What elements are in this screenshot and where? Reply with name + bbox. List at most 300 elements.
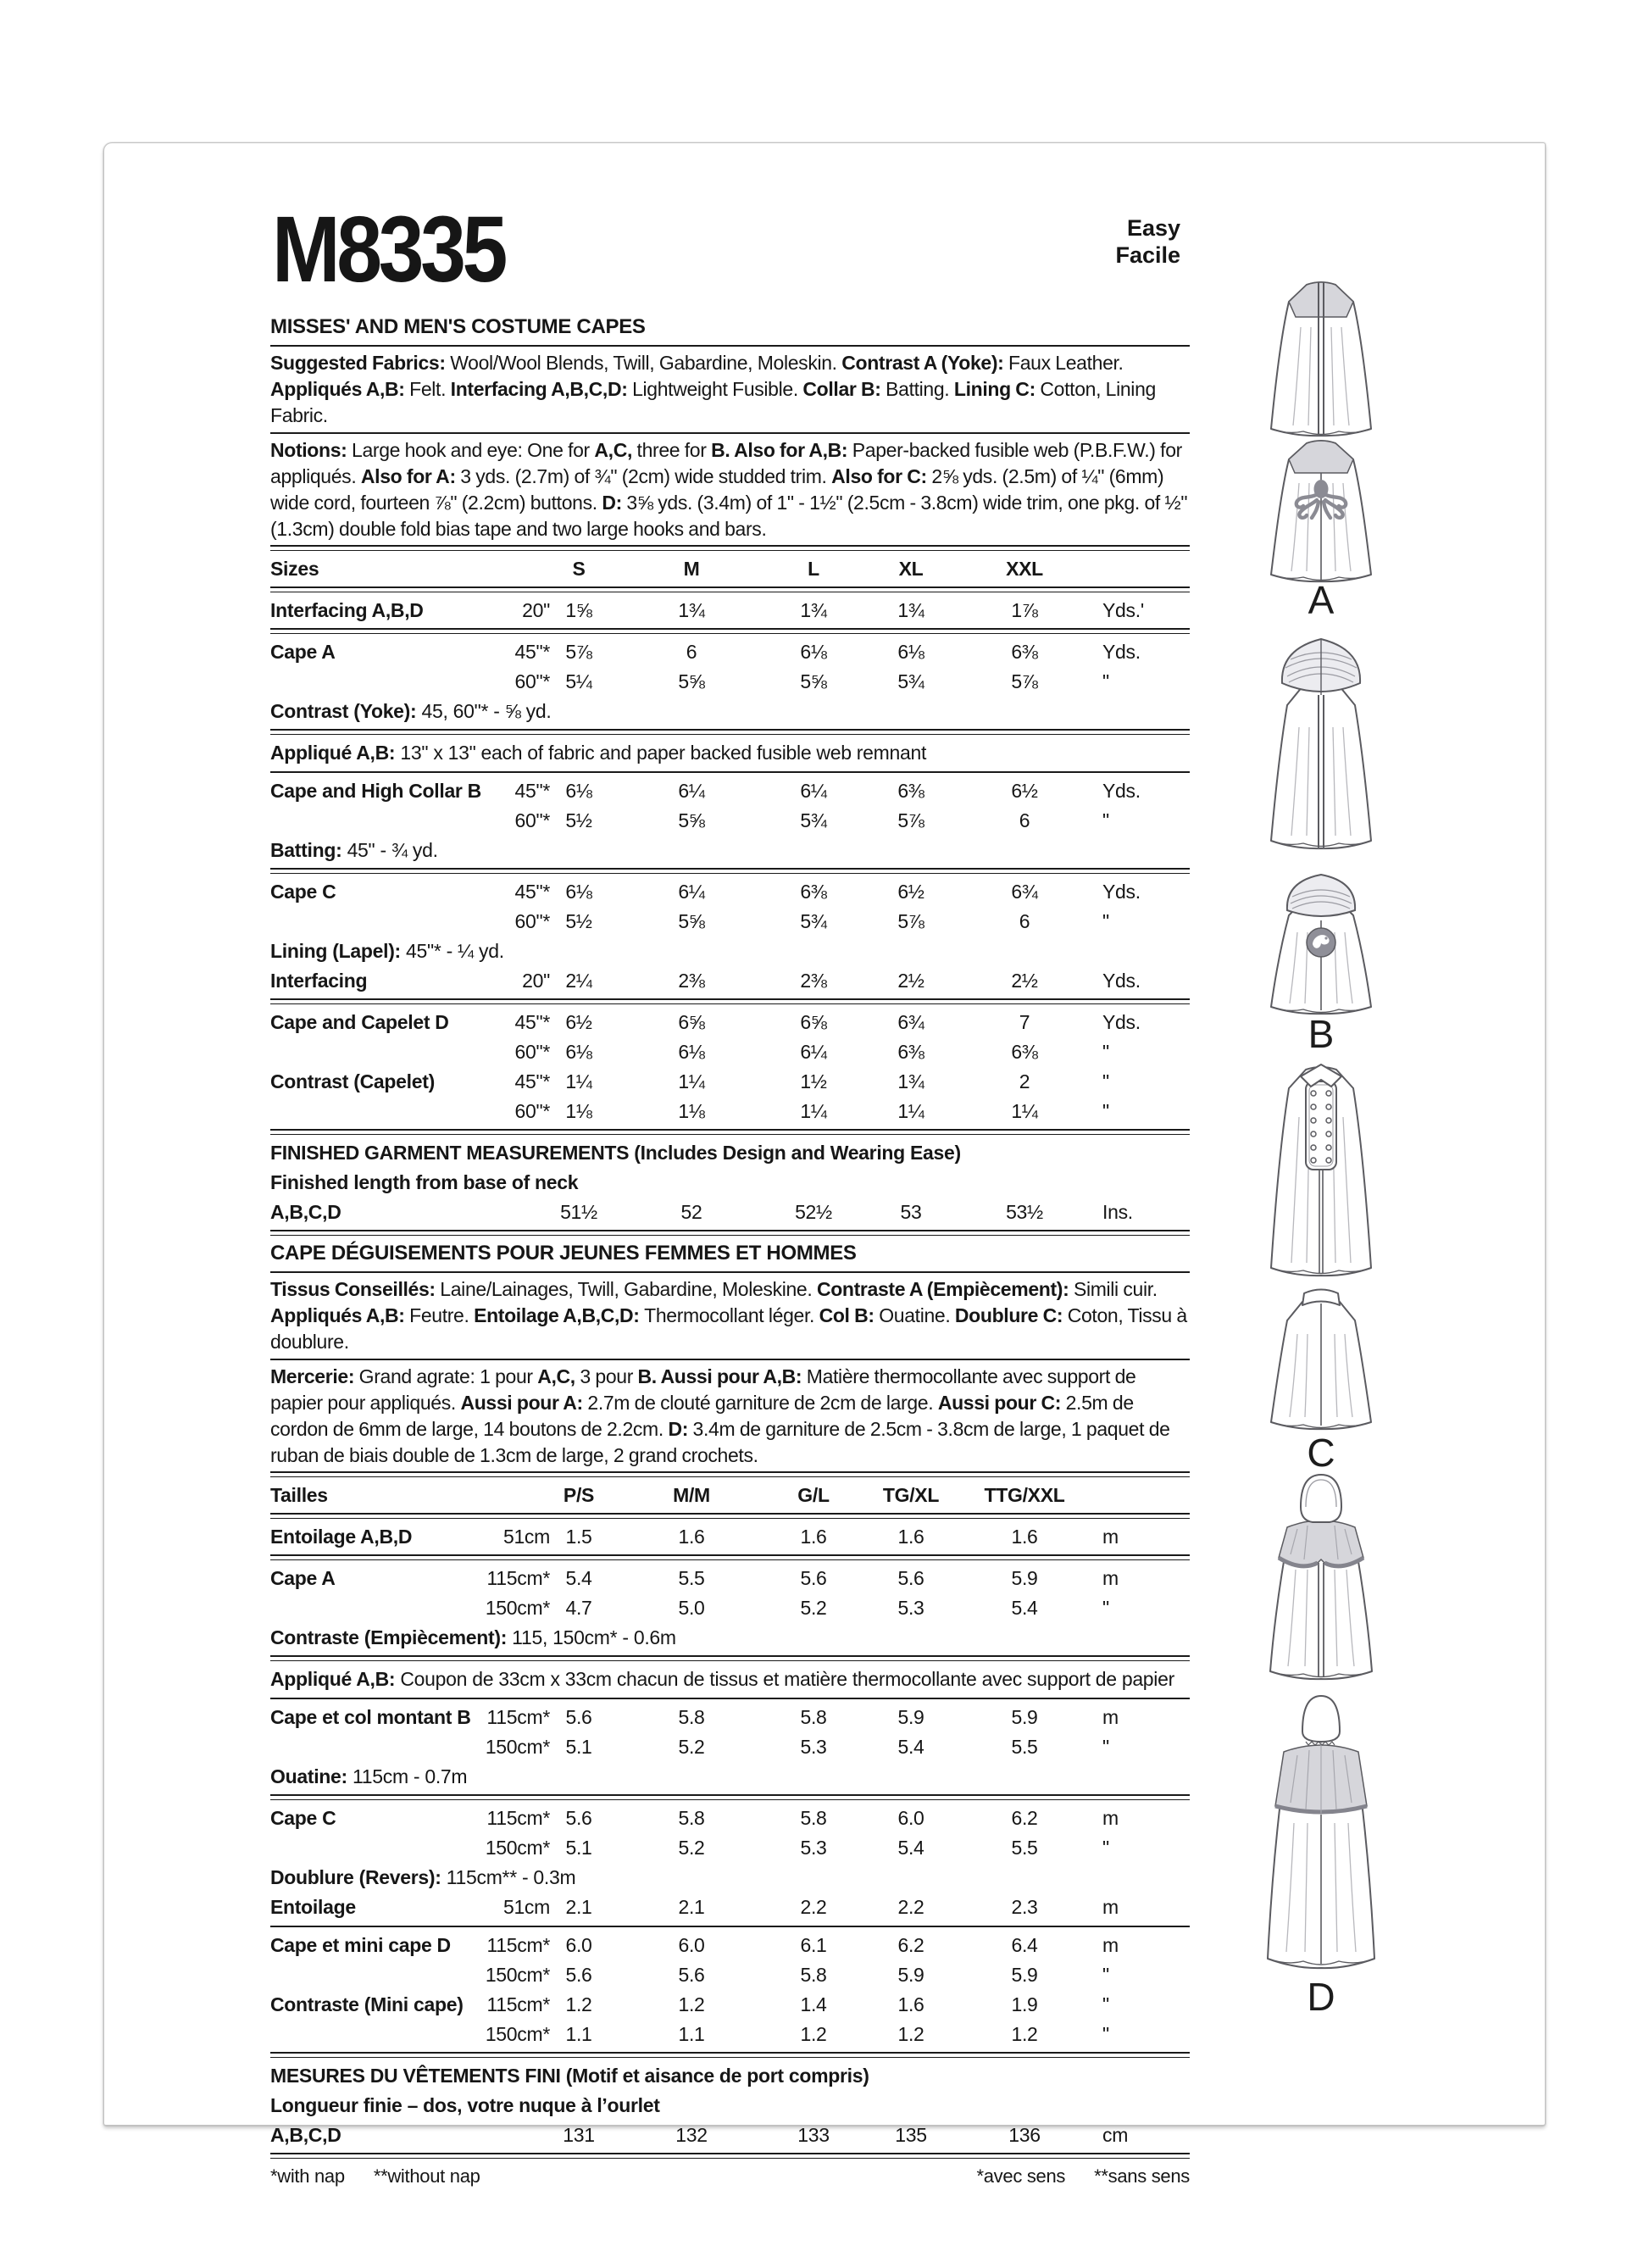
row-value: 6⅝ (800, 1011, 827, 1033)
table-note (270, 836, 1190, 865)
row-value: 5.8 (678, 1706, 705, 1728)
pattern-envelope-back (103, 142, 1546, 2187)
table-heading-text: FINISHED GARMENT MEASUREMENTS (Includes Design and Wearing Ease) (270, 1142, 961, 1164)
row-value: 5⅝ (678, 670, 705, 692)
french-fabrics-paragraph: Tissus Conseillés: Laine/Lainages, Twill, Gabardine, Moleskine. Contraste A (Empiècement): Simili cuir. Appliqués A,B: Feutre. Entoilage A,B,C,D: Thermocollant léger. Col B: Ouatine. Doublure C: Coton, Tissu à doublure. (270, 1278, 1187, 1353)
row-unit: m (1102, 1896, 1119, 1918)
yardage-row (270, 1008, 1190, 1037)
row-value: 6⅛ (800, 641, 827, 663)
row-unit: " (1102, 809, 1109, 831)
row-unit: " (1102, 1100, 1109, 1122)
yardage-row (270, 1198, 1190, 1227)
view-label-d: D (1307, 1975, 1335, 2019)
yardage-header-row (270, 1481, 1190, 1510)
row-value: 133 (797, 2124, 830, 2146)
row-width: 45"* (514, 1011, 550, 1033)
row-value: 5.3 (800, 1736, 827, 1758)
row-value: 1¼ (565, 1070, 592, 1092)
divider (270, 545, 1190, 551)
row-unit: Yds. (1102, 970, 1141, 992)
view-label-b: B (1308, 1012, 1335, 1056)
row-value: 5.6 (800, 1567, 827, 1589)
table-heading (270, 2061, 1190, 2091)
row-width: 51cm (502, 1896, 550, 1918)
row-value: 6 (1019, 910, 1030, 932)
row-value: 5½ (565, 910, 592, 932)
table-rule (270, 586, 1190, 592)
row-label: Contraste (Mini cape) (270, 1993, 464, 2015)
view-label-c: C (1307, 1431, 1335, 1475)
yardage-row (270, 1703, 1190, 1732)
table-heading-text: Finished length from base of neck (270, 1171, 579, 1193)
row-value: 1.6 (897, 1993, 924, 2015)
row-value: 1.6 (1011, 1526, 1038, 1548)
row-value: 6 (1019, 809, 1030, 831)
row-value: 1.6 (897, 1526, 924, 1548)
table-heading (270, 1168, 1190, 1198)
table-rule (270, 1230, 1190, 1236)
row-value: 1¼ (1011, 1100, 1038, 1122)
row-value: 1.1 (565, 2023, 592, 2045)
row-value: 51½ (560, 1201, 597, 1223)
row-width: 60"* (514, 1100, 550, 1122)
row-value: 1¾ (897, 1070, 924, 1092)
table-note (270, 1863, 1190, 1893)
row-value: 6⅛ (565, 1041, 592, 1063)
row-width: 115cm* (486, 1934, 550, 1956)
row-value: 5.3 (897, 1597, 924, 1619)
french-notions-paragraph: Mercerie: Grand agrate: 1 pour A,C, 3 pour B. Aussi pour A,B: Matière thermocollante avec support de papier pour appliqués. Aussi pour A: 2.7m de clouté garniture de 2cm de large. Aussi pour C: 2.5m de cordon de 6mm de large, 14 boutons de 2.2cm. D: 3.4m de garniture de 2.5cm - 3.8cm de large, 1 paquet de ruban de biais double de 1.3cm de large, 2 grand crochets. (270, 1365, 1170, 1466)
row-width: 51cm (502, 1526, 550, 1548)
yardage-row (270, 1960, 1190, 1990)
row-value: 1.1 (678, 2023, 705, 2045)
row-label: A,B,C,D (270, 1201, 341, 1223)
row-value: 5.8 (800, 1807, 827, 1829)
row-value: 6⅛ (897, 641, 924, 663)
row-value: 6⅜ (897, 780, 924, 802)
row-value: 6⅜ (800, 881, 827, 903)
row-value: 2½ (897, 970, 924, 992)
row-unit: " (1102, 1837, 1109, 1859)
row-value: 5.2 (678, 1837, 705, 1859)
yardage-row (270, 1593, 1190, 1623)
row-value: 6⅝ (678, 1011, 705, 1033)
row-width: 60"* (514, 1041, 550, 1063)
row-unit: " (1102, 910, 1109, 932)
yardage-row (270, 637, 1190, 667)
table-note-text: Lining (Lapel): 45"* - ¼ yd. (270, 940, 504, 962)
yardage-row (270, 1931, 1190, 1960)
table-rule (270, 2052, 1190, 2058)
row-value: 5.4 (1011, 1597, 1038, 1619)
yardage-row (270, 1990, 1190, 2020)
row-width: 115cm* (486, 1807, 550, 1829)
row-value: 5.4 (565, 1567, 592, 1589)
row-value: 1¼ (800, 1100, 827, 1122)
row-value: 5.8 (800, 1706, 827, 1728)
row-value: 1.2 (565, 1993, 592, 2015)
yardage-row (270, 907, 1190, 937)
divider (270, 1271, 1190, 1273)
row-width: 115cm* (486, 1567, 550, 1589)
row-label: Cape and High Collar B (270, 780, 481, 802)
row-unit: m (1102, 1526, 1119, 1548)
row-width: 45"* (514, 1070, 550, 1092)
cape-a-back-illustration (1253, 436, 1389, 586)
row-value: 6½ (897, 881, 924, 903)
table-note-text: Ouatine: 115cm - 0.7m (270, 1765, 468, 1787)
divider (270, 432, 1190, 434)
row-value: 6.0 (565, 1934, 592, 1956)
row-value: 1⅛ (678, 1100, 705, 1122)
size-header-label: Sizes (270, 558, 319, 580)
yardage-row (270, 596, 1190, 625)
row-value: 5.4 (897, 1736, 924, 1758)
row-value: 7 (1019, 1011, 1030, 1033)
table-rule (270, 1655, 1190, 1661)
row-width: 45"* (514, 780, 550, 802)
size-header-col: XXL (1006, 558, 1043, 580)
yardage-row (270, 966, 1190, 996)
size-header-col: M (683, 558, 700, 580)
row-label: Cape C (270, 881, 336, 903)
row-width: 20" (522, 970, 550, 992)
row-value: 5.5 (1011, 1736, 1038, 1758)
row-value: 6¾ (897, 1011, 924, 1033)
row-value: 52½ (795, 1201, 832, 1223)
row-value: 53 (900, 1201, 922, 1223)
row-value: 2.1 (678, 1896, 705, 1918)
size-header-col: TG/XL (882, 1484, 940, 1506)
row-width: 150cm* (485, 2023, 550, 2045)
row-label: Cape and Capelet D (270, 1011, 449, 1033)
row-value: 131 (563, 2124, 595, 2146)
row-label: Interfacing (270, 970, 368, 992)
row-label: A,B,C,D (270, 2124, 341, 2146)
row-value: 6¼ (800, 780, 827, 802)
size-header-col: M/M (673, 1484, 710, 1506)
row-value: 1⅞ (1011, 599, 1038, 621)
row-value: 5¾ (800, 910, 827, 932)
row-width: 150cm* (485, 1964, 550, 1986)
row-unit: m (1102, 1934, 1119, 1956)
yardage-header-row (270, 554, 1190, 584)
row-value: 6¾ (1011, 881, 1038, 903)
footnote-with-nap: *with nap (270, 2165, 345, 2187)
row-value: 5⅞ (1011, 670, 1038, 692)
row-value: 5.9 (1011, 1567, 1038, 1589)
table-heading (270, 1138, 1190, 1168)
row-unit: Yds. (1102, 641, 1141, 663)
row-value: 5¾ (897, 670, 924, 692)
difficulty-en: Easy (1126, 215, 1180, 241)
row-value: 5¼ (565, 670, 592, 692)
row-value: 5.6 (565, 1807, 592, 1829)
pattern-number: M8335 (272, 197, 504, 302)
table-note (270, 937, 1190, 966)
footnotes (270, 2165, 1190, 2187)
row-unit: Yds.' (1102, 599, 1144, 621)
row-value: 6¼ (678, 881, 705, 903)
row-label: Cape A (270, 641, 336, 663)
row-unit: m (1102, 1567, 1119, 1589)
divider (270, 1471, 1190, 1477)
row-value: 1.2 (897, 2023, 924, 2045)
divider (270, 345, 1190, 347)
row-value: 6.4 (1011, 1934, 1038, 1956)
row-value: 1.6 (800, 1526, 827, 1548)
yardage-row (270, 877, 1190, 907)
footnote-without-nap: **without nap (373, 2165, 480, 2187)
row-value: 1¾ (800, 599, 827, 621)
row-value: 5.8 (678, 1807, 705, 1829)
row-value: 6¼ (800, 1041, 827, 1063)
table-heading-text: MESURES DU VÊTEMENTS FINI (Motif et aisance de port compris) (270, 2065, 869, 2087)
row-label: Interfacing A,B,D (270, 599, 424, 621)
yardage-row (270, 1097, 1190, 1126)
row-unit: Ins. (1102, 1201, 1133, 1223)
table-rule (270, 729, 1190, 735)
row-value: 6¼ (678, 780, 705, 802)
row-width: 60"* (514, 670, 550, 692)
row-value: 5⅝ (800, 670, 827, 692)
row-value: 6⅜ (1011, 641, 1038, 663)
difficulty-fr: Facile (1115, 242, 1180, 268)
row-unit: " (1102, 1041, 1109, 1063)
row-value: 1.2 (1011, 2023, 1038, 2045)
footnote-avec-sens: *avec sens (976, 2165, 1066, 2187)
row-value: 1⅛ (565, 1100, 592, 1122)
row-value: 5.1 (565, 1736, 592, 1758)
row-value: 2.2 (800, 1896, 827, 1918)
row-value: 52 (680, 1201, 702, 1223)
row-unit: " (1102, 1597, 1109, 1619)
yardage-row (270, 667, 1190, 697)
row-value: 6 (686, 641, 697, 663)
row-unit: cm (1102, 2124, 1129, 2146)
row-value: 5.6 (565, 1964, 592, 1986)
row-value: 5⅞ (897, 809, 924, 831)
size-header-col: P/S (563, 1484, 595, 1506)
row-value: 1¾ (678, 599, 705, 621)
size-header-col: XL (898, 558, 924, 580)
row-label: Contrast (Capelet) (270, 1070, 435, 1092)
row-unit: " (1102, 1070, 1109, 1092)
row-width: 150cm* (485, 1597, 550, 1619)
table-note (270, 1762, 1190, 1792)
row-unit: m (1102, 1706, 1119, 1728)
row-label: Cape et mini cape D (270, 1934, 451, 1956)
row-value: 2¼ (565, 970, 592, 992)
row-value: 5¾ (800, 809, 827, 831)
row-width: 115cm* (486, 1706, 550, 1728)
row-value: 6.2 (897, 1934, 924, 1956)
yardage-row (270, 1893, 1190, 1922)
row-label: Cape A (270, 1567, 336, 1589)
table-note (270, 738, 1190, 768)
row-value: 1.6 (678, 1526, 705, 1548)
size-header-label: Tailles (270, 1484, 328, 1506)
row-value: 5.9 (1011, 1964, 1038, 1986)
row-unit: Yds. (1102, 881, 1141, 903)
row-value: 5⅞ (565, 641, 592, 663)
row-unit: " (1102, 1736, 1109, 1758)
row-width: 60"* (514, 809, 550, 831)
cape-b-back-illustration (1253, 861, 1389, 1018)
size-header-col: TTG/XXL (984, 1484, 1065, 1506)
row-value: 5.6 (678, 1964, 705, 1986)
row-value: 6⅛ (565, 780, 592, 802)
row-value: 2 (1019, 1070, 1030, 1092)
yardage-row (270, 1804, 1190, 1833)
yardage-content (270, 313, 1190, 2187)
cape-d-back-illustration (1253, 1687, 1389, 1974)
row-value: 5.8 (800, 1964, 827, 1986)
row-width: 150cm* (485, 1736, 550, 1758)
row-width: 45"* (514, 641, 550, 663)
english-yardage-table (270, 554, 1190, 1236)
row-value: 1½ (800, 1070, 827, 1092)
table-rule (270, 771, 1190, 773)
row-value: 5.2 (800, 1597, 827, 1619)
cape-c-front-illustration (1253, 1058, 1389, 1281)
yardage-row (270, 2020, 1190, 2049)
table-note (270, 1623, 1190, 1653)
english-fabrics-paragraph: Suggested Fabrics: Wool/Wool Blends, Twill, Gabardine, Moleskin. Contrast A (Yoke): Faux Leather. Appliqués A,B: Felt. Interfacing A,B,C,D: Lightweight Fusible. Collar B: Batting. Lining C: Cotton, Lining Fabric. (270, 352, 1156, 426)
table-note-text: Appliqué A,B: Coupon de 33cm x 33cm chacun de tissus et matière thermocollante avec support de papier (270, 1668, 1174, 1690)
row-value: 5⅝ (678, 809, 705, 831)
row-unit: Yds. (1102, 1011, 1141, 1033)
row-value: 1⅝ (565, 599, 592, 621)
yardage-row (270, 1833, 1190, 1863)
row-value: 5.1 (565, 1837, 592, 1859)
cape-c-back-illustration (1253, 1283, 1389, 1433)
size-header-col: L (808, 558, 819, 580)
row-value: 6⅛ (678, 1041, 705, 1063)
row-value: 1.2 (800, 2023, 827, 2045)
table-heading-text: Longueur finie – dos, votre nuque à l’ourlet (270, 2094, 660, 2116)
row-value: 1.5 (565, 1526, 592, 1548)
table-note (270, 697, 1190, 726)
row-value: 6.2 (1011, 1807, 1038, 1829)
row-value: 5.3 (800, 1837, 827, 1859)
table-note-text: Doublure (Revers): 115cm** - 0.3m (270, 1866, 576, 1888)
yardage-row (270, 806, 1190, 836)
divider (270, 1359, 1190, 1360)
table-rule (270, 1129, 1190, 1135)
row-unit: " (1102, 1964, 1109, 1986)
row-label: Cape et col montant B (270, 1706, 471, 1728)
row-width: 60"* (514, 910, 550, 932)
yardage-row (270, 1564, 1190, 1593)
cape-a-front-illustration (1253, 276, 1389, 442)
row-value: 6½ (565, 1011, 592, 1033)
row-value: 136 (1008, 2124, 1041, 2146)
row-value: 1.9 (1011, 1993, 1038, 2015)
row-value: 5.6 (565, 1706, 592, 1728)
row-value: 4.7 (565, 1597, 592, 1619)
row-value: 5.4 (897, 1837, 924, 1859)
difficulty-badge (977, 214, 1180, 269)
size-header-col: S (572, 558, 586, 580)
english-notions-paragraph: Notions: Large hook and eye: One for A,C, three for B. Also for A,B: Paper-backed fusible web (P.B.F.W.) for appliqués. Also for A: 3 yds. (2.7m) of ¾" (2cm) wide studded trim. Also for C: 2⅝ yds. (2.5m) of ¼" (6mm) wide cord, fourteen ⅞" (2.2cm) buttons. D: 3⅝ yds. (3.4m) of 1" - 1½" (2.5cm - 3.8cm) wide trim, one pkg. of ½" (1.3cm) double fold bias tape and two large hooks and bars. (270, 439, 1188, 540)
row-value: 6⅜ (1011, 1041, 1038, 1063)
table-note-text: Contrast (Yoke): 45, 60"* - ⅝ yd. (270, 700, 552, 722)
yardage-row (270, 776, 1190, 806)
table-note-text: Appliqué A,B: 13" x 13" each of fabric and paper backed fusible web remnant (270, 742, 927, 764)
row-value: 1¼ (678, 1070, 705, 1092)
table-note-text: Contraste (Empiècement): 115, 150cm* - 0.6m (270, 1626, 676, 1648)
row-unit: m (1102, 1807, 1119, 1829)
table-rule (270, 1794, 1190, 1800)
row-width: 150cm* (485, 1837, 550, 1859)
yardage-row (270, 1037, 1190, 1067)
row-value: 5.6 (897, 1567, 924, 1589)
row-value: 5.0 (678, 1597, 705, 1619)
table-heading (270, 2091, 1190, 2121)
table-rule (270, 1554, 1190, 1560)
row-value: 2⅜ (678, 970, 705, 992)
row-value: 5.9 (897, 1706, 924, 1728)
yardage-row (270, 1522, 1190, 1552)
row-label: Entoilage A,B,D (270, 1526, 413, 1548)
row-unit: " (1102, 1993, 1109, 2015)
row-value: 135 (895, 2124, 927, 2146)
row-value: 132 (675, 2124, 708, 2146)
yardage-row (270, 2121, 1190, 2150)
row-value: 53½ (1006, 1201, 1043, 1223)
row-value: 2.2 (897, 1896, 924, 1918)
row-unit: Yds. (1102, 780, 1141, 802)
row-value: 5.9 (1011, 1706, 1038, 1728)
table-rule (270, 868, 1190, 874)
row-value: 1.2 (678, 1993, 705, 2015)
dragon-emblem (1307, 928, 1335, 957)
row-value: 2.3 (1011, 1896, 1038, 1918)
row-value: 6.1 (800, 1934, 827, 1956)
row-value: 6½ (1011, 780, 1038, 802)
row-value: 2⅜ (800, 970, 827, 992)
row-label: Cape C (270, 1807, 336, 1829)
yardage-row (270, 1732, 1190, 1762)
row-unit: " (1102, 2023, 1109, 2045)
table-rule (270, 628, 1190, 634)
cape-b-front-illustration (1253, 625, 1389, 854)
row-value: 2.1 (565, 1896, 592, 1918)
table-rule (270, 1926, 1190, 1927)
row-value: 1¾ (897, 599, 924, 621)
row-value: 6.0 (897, 1807, 924, 1829)
row-label: Entoilage (270, 1896, 356, 1918)
row-value: 1.4 (800, 1993, 827, 2015)
row-value: 5.9 (897, 1964, 924, 1986)
cape-illustrations (1253, 143, 1392, 2125)
view-label-a: A (1308, 578, 1335, 622)
row-width: 45"* (514, 881, 550, 903)
english-title: MISSES' AND MEN'S COSTUME CAPES (270, 315, 646, 338)
french-yardage-table (270, 1481, 1190, 2159)
table-rule (270, 1698, 1190, 1699)
row-value: 5½ (565, 809, 592, 831)
table-rule (270, 998, 1190, 1004)
cape-d-front-illustration (1253, 1468, 1389, 1683)
table-rule (270, 2153, 1190, 2159)
table-rule (270, 1513, 1190, 1519)
row-value: 2½ (1011, 970, 1038, 992)
row-value: 6.0 (678, 1934, 705, 1956)
row-value: 1¼ (897, 1100, 924, 1122)
row-width: 115cm* (486, 1993, 550, 2015)
